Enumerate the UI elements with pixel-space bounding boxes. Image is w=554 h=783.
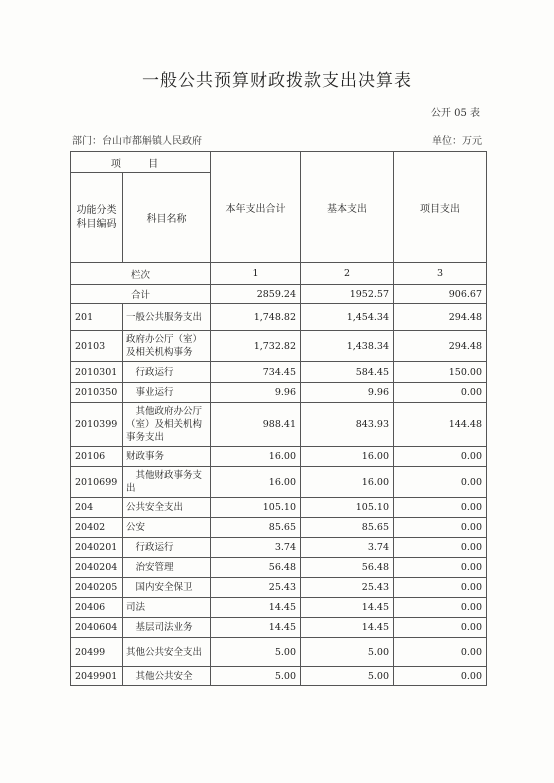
code-cell: 20406 <box>71 598 123 618</box>
code-cell: 2040604 <box>71 618 123 638</box>
table-row <box>71 331 487 362</box>
project-cell: 0.00 <box>394 578 487 598</box>
table-row <box>71 518 487 538</box>
code-cell: 2010350 <box>71 383 123 403</box>
code-cell: 2010399 <box>71 403 123 447</box>
total-cell: 25.43 <box>211 578 301 598</box>
basic-cell: 584.45 <box>301 362 394 383</box>
project-cell: 0.00 <box>394 618 487 638</box>
subject-name-cell: 其他财政事务支出 <box>123 467 211 498</box>
project-cell: 150.00 <box>394 362 487 383</box>
code-cell: 2040204 <box>71 558 123 578</box>
summary-total: 2859.24 <box>211 285 301 304</box>
basic-header: 基本支出 <box>301 152 394 263</box>
item-header: 项 目 <box>71 152 211 173</box>
table-row <box>71 638 487 667</box>
basic-cell: 25.43 <box>301 578 394 598</box>
total-cell: 734.45 <box>211 362 301 383</box>
subject-name-cell: 公安 <box>123 518 211 538</box>
column-order-row <box>71 263 487 285</box>
table-row <box>71 362 487 383</box>
table-row <box>71 498 487 518</box>
header-row-item <box>71 152 487 173</box>
project-header: 项目支出 <box>394 152 487 263</box>
summary-project: 906.67 <box>394 285 487 304</box>
code-cell: 2010301 <box>71 362 123 383</box>
total-cell: 1,748.82 <box>211 304 301 331</box>
table-row <box>71 538 487 558</box>
code-cell: 20106 <box>71 447 123 467</box>
subject-name-cell: 治安管理 <box>123 558 211 578</box>
code-cell: 20402 <box>71 518 123 538</box>
subject-name-cell: 其他公共安全支出 <box>123 638 211 667</box>
total-cell: 3.74 <box>211 538 301 558</box>
basic-cell: 14.45 <box>301 598 394 618</box>
code-cell: 204 <box>71 498 123 518</box>
basic-cell: 3.74 <box>301 538 394 558</box>
code-cell: 2010699 <box>71 467 123 498</box>
subject-name-cell: 其他公共安全 <box>123 667 211 686</box>
basic-cell: 16.00 <box>301 467 394 498</box>
basic-cell: 843.93 <box>301 403 394 447</box>
table-row <box>71 558 487 578</box>
code-cell: 2049901 <box>71 667 123 686</box>
subject-name-cell: 行政运行 <box>123 362 211 383</box>
project-cell: 0.00 <box>394 467 487 498</box>
total-cell: 5.00 <box>211 638 301 667</box>
col-index-1: 1 <box>211 263 301 285</box>
code-cell: 201 <box>71 304 123 331</box>
project-cell: 0.00 <box>394 558 487 578</box>
subject-name-header: 科目名称 <box>123 173 211 263</box>
table-row <box>71 598 487 618</box>
basic-cell: 5.00 <box>301 638 394 667</box>
basic-cell: 56.48 <box>301 558 394 578</box>
project-cell: 294.48 <box>394 331 487 362</box>
summary-label: 合计 <box>71 285 211 304</box>
subject-name-cell: 国内安全保卫 <box>123 578 211 598</box>
summary-row <box>71 285 487 304</box>
unit-label: 单位：万元 <box>432 136 482 147</box>
table-row <box>71 447 487 467</box>
basic-cell: 9.96 <box>301 383 394 403</box>
column-order-label: 栏次 <box>71 263 211 285</box>
subject-name-cell: 财政事务 <box>123 447 211 467</box>
subject-name-cell: 事业运行 <box>123 383 211 403</box>
subject-name-cell: 基层司法业务 <box>123 618 211 638</box>
total-cell: 14.45 <box>211 598 301 618</box>
total-cell: 14.45 <box>211 618 301 638</box>
total-cell: 105.10 <box>211 498 301 518</box>
basic-cell: 105.10 <box>301 498 394 518</box>
basic-cell: 5.00 <box>301 667 394 686</box>
total-cell: 56.48 <box>211 558 301 578</box>
subject-name-cell: 公共安全支出 <box>123 498 211 518</box>
summary-basic: 1952.57 <box>301 285 394 304</box>
project-cell: 0.00 <box>394 638 487 667</box>
subject-name-cell: 其他政府办公厅（室）及相关机构事务支出 <box>123 403 211 447</box>
document-title: 一般公共预算财政拨款支出决算表 <box>142 71 412 91</box>
total-header: 本年支出合计 <box>211 152 301 263</box>
total-cell: 988.41 <box>211 403 301 447</box>
basic-cell: 85.65 <box>301 518 394 538</box>
subject-name-cell: 一般公共服务支出 <box>123 304 211 331</box>
func-code-header: 功能分类科目编码 <box>71 173 123 263</box>
total-cell: 9.96 <box>211 383 301 403</box>
expenditure-table <box>70 151 487 686</box>
subject-name-cell: 司法 <box>123 598 211 618</box>
code-cell: 20103 <box>71 331 123 362</box>
basic-cell: 1,454.34 <box>301 304 394 331</box>
project-cell: 0.00 <box>394 518 487 538</box>
basic-cell: 1,438.34 <box>301 331 394 362</box>
form-number: 公开 05 表 <box>430 108 480 119</box>
department-label: 部门：台山市都斛镇人民政府 <box>72 136 202 147</box>
basic-cell: 14.45 <box>301 618 394 638</box>
project-cell: 0.00 <box>394 598 487 618</box>
basic-cell: 16.00 <box>301 447 394 467</box>
code-cell: 2040205 <box>71 578 123 598</box>
total-cell: 16.00 <box>211 447 301 467</box>
project-cell: 0.00 <box>394 538 487 558</box>
table-row <box>71 618 487 638</box>
code-cell: 2040201 <box>71 538 123 558</box>
table-row <box>71 467 487 498</box>
table-row <box>71 304 487 331</box>
project-cell: 294.48 <box>394 304 487 331</box>
project-cell: 0.00 <box>394 498 487 518</box>
total-cell: 85.65 <box>211 518 301 538</box>
table-row <box>71 383 487 403</box>
project-cell: 0.00 <box>394 667 487 686</box>
col-index-3: 3 <box>394 263 487 285</box>
total-cell: 16.00 <box>211 467 301 498</box>
table-row <box>71 403 487 447</box>
project-cell: 0.00 <box>394 383 487 403</box>
subject-name-cell: 政府办公厅（室）及相关机构事务 <box>123 331 211 362</box>
col-index-2: 2 <box>301 263 394 285</box>
project-cell: 0.00 <box>394 447 487 467</box>
total-cell: 5.00 <box>211 667 301 686</box>
total-cell: 1,732.82 <box>211 331 301 362</box>
subject-name-cell: 行政运行 <box>123 538 211 558</box>
project-cell: 144.48 <box>394 403 487 447</box>
code-cell: 20499 <box>71 638 123 667</box>
table-row <box>71 667 487 686</box>
table-row <box>71 578 487 598</box>
